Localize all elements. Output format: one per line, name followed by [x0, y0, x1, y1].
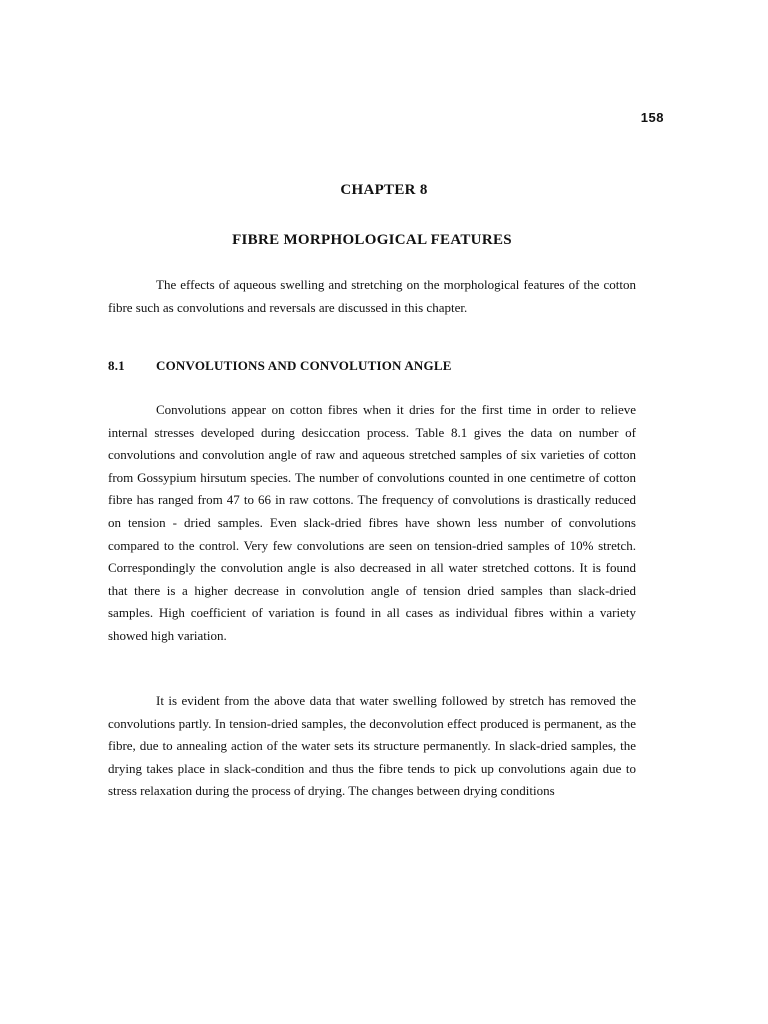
section-number: 8.1	[108, 358, 125, 373]
body-paragraph-text: Convolutions appear on cotton fibres when it dries for the first time in order to relieve internal stresses developed during desiccation process. Table 8.1 gives the data on number of convolutions and convolution angle of raw and aqueous stretched samples of six varieties of cotton from Gossypium hirsutum species. The number of convolutions counted in one centimetre of cotton fibre has ranged from 47 to 66 in raw cottons. The frequency of convolutions is drastically reduced on tension - dried samples. Even slack-dried fibres have shown less number of convolutions compared to the control. Very few convolutions are seen on tension-dried samples of 10% stretch. Correspondingly the convolution angle is also decreased in all water stretched cottons. It is found that there is a higher decrease in convolution angle of tension dried samples than slack-dried samples. High coefficient of variation is found in all cases as individual fibres within a variety showed high variation.	[108, 402, 636, 643]
intro-paragraph	[108, 274, 636, 319]
intro-paragraph-text: The effects of aqueous swelling and stretching on the morphological features of the cotton fibre such as convolutions and reversals are discussed in this chapter.	[108, 277, 636, 315]
chapter-label: CHAPTER 8	[340, 182, 428, 198]
chapter-title: FIBRE MORPHOLOGICAL FEATURES	[232, 232, 512, 248]
body-paragraph-text: It is evident from the above data that water swelling followed by stretch has removed the convolutions partly. In tension-dried samples, the deconvolution effect produced is permanent, as the fibre, due to annealing action of the water sets its structure permanently. In slack-dried samples, the drying takes place in slack-condition and thus the fibre tends to pick up convolutions again due to stress relaxation during the process of drying. The changes between drying conditions	[108, 693, 636, 799]
section-title: CONVOLUTIONS AND CONVOLUTION ANGLE	[156, 358, 452, 373]
section-heading	[108, 358, 452, 374]
body-paragraph	[108, 399, 636, 648]
page-number: 158	[640, 110, 664, 125]
body-paragraph	[108, 690, 636, 803]
